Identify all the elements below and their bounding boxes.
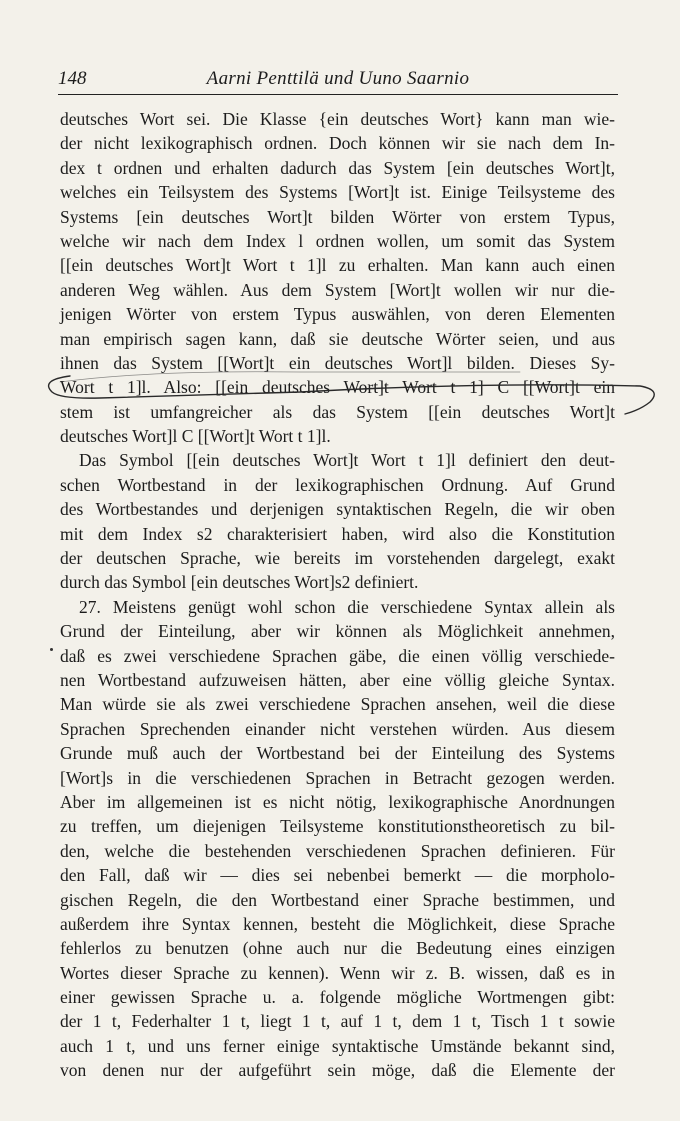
- text-line: fehlerlos zu benutzen (ohne auch nur die Bedeutung eines einzigen: [60, 938, 615, 959]
- text-line: einer gewissen Sprache u. a. folgende mögliche Wortmengen gibt:: [60, 987, 615, 1008]
- text-line: nen Wortbestand aufzuweisen hätten, aber eine völlig gleiche Syntax.: [60, 669, 615, 690]
- text-line: deutsches Wort]l C [[Wort]t Wort t 1]l.: [60, 426, 331, 447]
- text-line: durch das Symbol [ein deutsches Wort]s2 definiert.: [60, 572, 419, 593]
- pencil-dot-mark: [50, 648, 53, 651]
- text-line: daß es zwei verschiedene Sprachen gäbe, die einen völlig verschiede-: [60, 645, 615, 666]
- text-line: Wort t 1]l. Also: [[ein deutsches Wort]t Wort t 1] C [[Wort]t ein: [60, 377, 615, 398]
- text-line: anderen Weg wählen. Aus dem System [Wort]t wollen wir nur die-: [60, 279, 615, 300]
- text-line: Grund der Einteilung, aber wir können als Möglichkeit annehmen,: [60, 621, 615, 642]
- text-line: man empirisch sagen kann, daß sie deutsche Wörter seien, und aus: [60, 328, 615, 349]
- text-line: [Wort]s in die verschiedenen Sprachen in Betracht gezogen werden.: [60, 767, 615, 788]
- body-text: [60, 107, 615, 1083]
- text-line: den Fall, daß wir — dies sei nebenbei bemerkt — die morpholo-: [60, 865, 615, 886]
- text-line: ihnen das System [[Wort]t ein deutsches Wort]l bilden. Dieses Sy-: [60, 352, 615, 373]
- text-line: der 1 t, Federhalter 1 t, liegt 1 t, auf 1 t, dem 1 t, Tisch 1 t sowie: [60, 1011, 615, 1032]
- text-line: auch 1 t, und uns ferner einige syntaktische Umstände bekannt sind,: [60, 1035, 615, 1056]
- text-line: welche wir nach dem Index l ordnen wollen, um somit das System: [60, 230, 615, 251]
- text-line: der deutschen Sprache, wie bereits im vorstehenden dargelegt, exakt: [60, 548, 615, 569]
- text-line: schen Wortbestand in der lexikographischen Ordnung. Auf Grund: [60, 474, 615, 495]
- text-line: Systems [ein deutsches Wort]t bilden Wörter von erstem Typus,: [60, 206, 615, 227]
- text-line: mit dem Index s2 charakterisiert haben, wird also die Konstitution: [60, 523, 615, 544]
- text-line: Man würde sie als zwei verschiedene Sprachen ansehen, weil die diese: [60, 694, 615, 715]
- text-line: zu treffen, um diejenigen Teilsysteme konstitutionstheoretisch zu bil-: [60, 816, 615, 837]
- text-line: jenigen Wörter von erstem Typus auswählen, von deren Elementen: [60, 304, 615, 325]
- text-line: Grunde muß auch der Wortbestand bei der Einteilung des Systems: [60, 743, 615, 764]
- text-line: Wortes dieser Sprache zu kennen). Wenn wir z. B. wissen, daß es in: [60, 962, 615, 983]
- text-line: der nicht lexikographisch ordnen. Doch können wir sie nach dem In-: [60, 133, 615, 154]
- text-line: außerdem ihre Syntax kennen, besteht die Möglichkeit, diese Sprache: [60, 913, 615, 934]
- text-line: von denen nur der aufgeführt sein möge, daß die Elemente der: [60, 1060, 615, 1081]
- page-number: 148: [58, 68, 87, 89]
- running-title: Aarni Penttilä und Uuno Saarnio: [206, 68, 470, 89]
- text-line: Sprachen Sprechenden einander nicht verstehen würden. Aus diesem: [60, 718, 615, 739]
- section-start: 27. Meistens genügt wohl schon die verschiedene Syntax allein als: [79, 596, 615, 617]
- text-line: welches ein Teilsystem des Systems [Wort]t ist. Einige Teilsysteme des: [60, 182, 615, 203]
- text-line: des Wortbestandes und derjenigen syntaktischen Regeln, die wir oben: [60, 499, 615, 520]
- text-line: [[ein deutsches Wort]t Wort t 1]l zu erhalten. Man kann auch einen: [60, 255, 615, 276]
- text-line: den, welche die bestehenden verschiedenen Sprachen definieren. Für: [60, 840, 615, 861]
- text-line: dex t ordnen und erhalten dadurch das System [ein deutsches Wort]t,: [60, 157, 615, 178]
- text-line: gischen Regeln, die den Wortbestand einer Sprache bestimmen, und: [60, 889, 615, 910]
- text-line: Aber im allgemeinen ist es nicht nötig, lexikographische Anordnungen: [60, 791, 615, 812]
- page-header: [58, 68, 618, 94]
- header-rule: [58, 94, 618, 95]
- paragraph-start: Das Symbol [[ein deutsches Wort]t Wort t 1]l definiert den deut-: [79, 450, 615, 471]
- text-line: stem ist umfangreicher als das System [[ein deutsches Wort]t: [60, 401, 615, 422]
- text-line: deutsches Wort sei. Die Klasse {ein deutsches Wort} kann man wie-: [60, 109, 615, 129]
